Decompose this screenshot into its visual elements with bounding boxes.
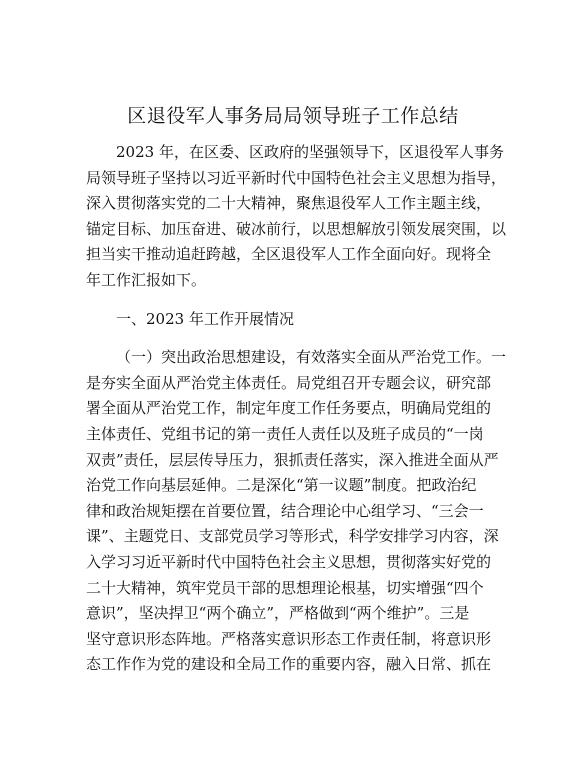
- paragraph-line: 年工作汇报如下。: [86, 270, 207, 289]
- paragraph-line: 治党工作向基层延伸。二是深化“第一议题”制度。把政治纪: [86, 476, 477, 495]
- paragraph-line: 局领导班子坚持以习近平新时代中国特色社会主义思想为指导，: [86, 168, 506, 187]
- document-body: [86, 140, 506, 678]
- document-title: 区退役军人事务局局领导班子工作总结: [127, 105, 459, 127]
- paragraph-line: 署全面从严治党工作，制定年度工作任务要点，明确局党组的: [86, 399, 492, 418]
- paragraph-line: 深入贯彻落实党的二十大精神，聚焦退役军人工作主题主线，: [86, 194, 492, 213]
- paragraph-line: 2023 年，在区委、区政府的坚强领导下，区退役军人事务: [116, 143, 504, 161]
- paragraph-line: 是夯实全面从严治党主体责任。局党组召开专题会议，研究部: [86, 373, 492, 392]
- paragraph-gap: [86, 332, 506, 345]
- paragraph-line: 意识”，坚决捍卫“两个确立”，严格做到“两个维护”。三是: [86, 604, 470, 623]
- paragraph-line: 锚定目标、加压奋进、破冰前行，以思想解放引领发展突围，以: [86, 219, 506, 238]
- paragraph-line: 二十大精神，筑牢党员干部的思想理论根基，切实增强“四个: [86, 578, 484, 597]
- paragraph-line: 主体责任、党组书记的第一责任人责任以及班子成员的“一岗: [86, 424, 484, 443]
- paragraph-line: （一）突出政治思想建设，有效落实全面从严治党工作。一: [116, 348, 506, 367]
- paragraph-line: 态工作作为党的建设和全局工作的重要内容，融入日常、抓在: [86, 655, 492, 674]
- paragraph-line: 担当实干推动追赶跨越，全区退役军人工作全面向好。现将全: [86, 245, 492, 264]
- paragraph-line: 双责”责任，层层传导压力，狠抓责任落实，深入推进全面从严: [86, 450, 499, 469]
- section-heading: 一、2023 年工作开展情况: [116, 309, 294, 328]
- paragraph-line: 律和政治规矩摆在首要位置，结合理论中心组学习、“三会一: [86, 501, 484, 520]
- paragraph-line: 课”、主题党日、支部党员学习等形式，科学安排学习内容，深: [86, 527, 499, 546]
- paragraph-line: 入学习习近平新时代中国特色社会主义思想，贯彻落实好党的: [86, 552, 492, 571]
- paragraph-line: 坚守意识形态阵地。严格落实意识形态工作责任制，将意识形: [86, 629, 492, 648]
- paragraph-gap: [86, 294, 506, 307]
